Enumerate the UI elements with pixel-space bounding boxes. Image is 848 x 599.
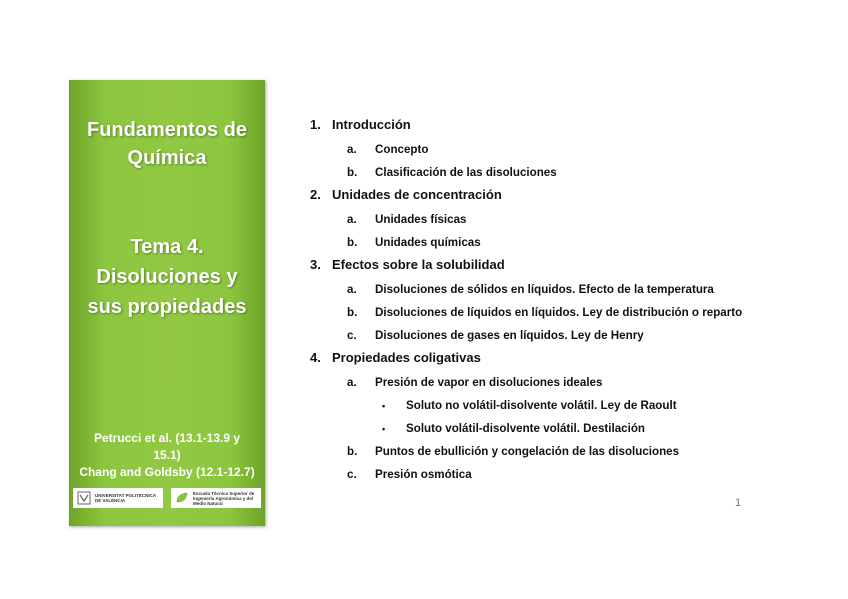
toc-subitem-label: Presión osmótica — [375, 468, 472, 481]
toc-item-number: 3. — [310, 257, 321, 272]
toc-subitem-3a — [310, 278, 780, 301]
toc-subitem-letter: b. — [347, 166, 358, 179]
course-title — [69, 116, 265, 172]
toc-item-number: 2. — [310, 187, 321, 202]
bullet-icon: • — [382, 401, 386, 411]
toc-subitem-label: Disoluciones de gases en líquidos. Ley de Henry — [375, 329, 644, 342]
toc-item-label: Efectos sobre la solubilidad — [332, 257, 505, 272]
toc-item-3 — [310, 254, 780, 278]
page-number: 1 — [735, 497, 742, 509]
upv-logo-text: UNIVERSITAT POLITÈCNICA DE VALÈNCIA — [95, 493, 156, 503]
toc-bullet-label: Soluto volátil-disolvente volátil. Destilación — [406, 422, 646, 435]
toc-subitem-letter: a. — [347, 376, 357, 389]
course-title-text: Fundamentos de Química — [86, 119, 247, 169]
toc-subitem-label: Unidades químicas — [375, 236, 481, 249]
references-line2: 15.1) — [153, 448, 181, 462]
leaf-icon — [175, 491, 189, 505]
logos — [73, 488, 261, 508]
toc-subitem-1a — [310, 138, 780, 161]
toc-item-number: 1. — [310, 117, 321, 132]
topic-title-line1: Tema 4. — [130, 236, 204, 258]
toc-subitem-letter: c. — [347, 468, 357, 481]
toc-item-number: 4. — [310, 350, 321, 365]
toc-subitem-letter: a. — [347, 213, 357, 226]
etsiamn-logo — [171, 488, 261, 508]
toc-subitem-label: Unidades físicas — [375, 213, 467, 226]
toc-subitem-label: Clasificación de las disoluciones — [375, 166, 557, 179]
table-of-contents — [310, 114, 780, 486]
toc-subitem-label: Puntos de ebullición y congelación de las disoluciones — [375, 445, 680, 458]
toc-subitem-label: Concepto — [375, 143, 429, 156]
upv-shield-icon — [77, 491, 91, 505]
toc-subitem-letter: b. — [347, 306, 358, 319]
references — [69, 430, 265, 481]
toc-subitem-2a — [310, 208, 780, 231]
toc-subitem-letter: b. — [347, 236, 358, 249]
toc-subitem-letter: b. — [347, 445, 358, 458]
toc-subitem-3c — [310, 324, 780, 347]
toc-subitem-label: Disoluciones de líquidos en líquidos. Ley de distribución o reparto — [375, 306, 743, 319]
toc-bullet-label: Soluto no volátil-disolvente volátil. Ley de Raoult — [406, 399, 677, 412]
toc-subitem-letter: a. — [347, 143, 357, 156]
toc-subitem-4a — [310, 371, 780, 394]
toc-subitem-letter: a. — [347, 283, 357, 296]
toc-item-label: Unidades de concentración — [332, 187, 502, 202]
etsiamn-logo-text: Escuela Técnica Superior de Ingeniería Agronómica y del Medio Natural — [193, 490, 255, 506]
toc-item-2 — [310, 184, 780, 208]
references-line3: Chang and Goldsby (12.1-12.7) — [79, 465, 255, 479]
toc-subitem-2b — [310, 231, 780, 254]
toc-subitem-letter: c. — [347, 329, 357, 342]
toc-item-1 — [310, 114, 780, 138]
toc-subitem-3b — [310, 301, 780, 324]
references-line1: Petrucci et al. (13.1-13.9 y — [93, 431, 241, 445]
toc-item-label: Introducción — [332, 117, 411, 132]
topic-title — [69, 232, 265, 322]
bullet-icon: • — [382, 424, 386, 434]
toc-bullet-4a-1 — [310, 394, 780, 417]
toc-subitem-label: Presión de vapor en disoluciones ideales — [375, 376, 603, 389]
title-panel — [69, 80, 265, 526]
toc-bullet-4a-2 — [310, 417, 780, 440]
upv-logo — [73, 488, 163, 508]
topic-title-line3: sus propiedades — [87, 296, 247, 318]
toc-subitem-4c — [310, 463, 780, 486]
toc-subitem-label: Disoluciones de sólidos en líquidos. Efecto de la temperatura — [375, 283, 714, 296]
toc-item-4 — [310, 347, 780, 371]
toc-item-label: Propiedades coligativas — [332, 350, 481, 365]
topic-title-line2: Disoluciones y — [96, 266, 238, 288]
toc-subitem-1b — [310, 161, 780, 184]
toc-subitem-4b — [310, 440, 780, 463]
